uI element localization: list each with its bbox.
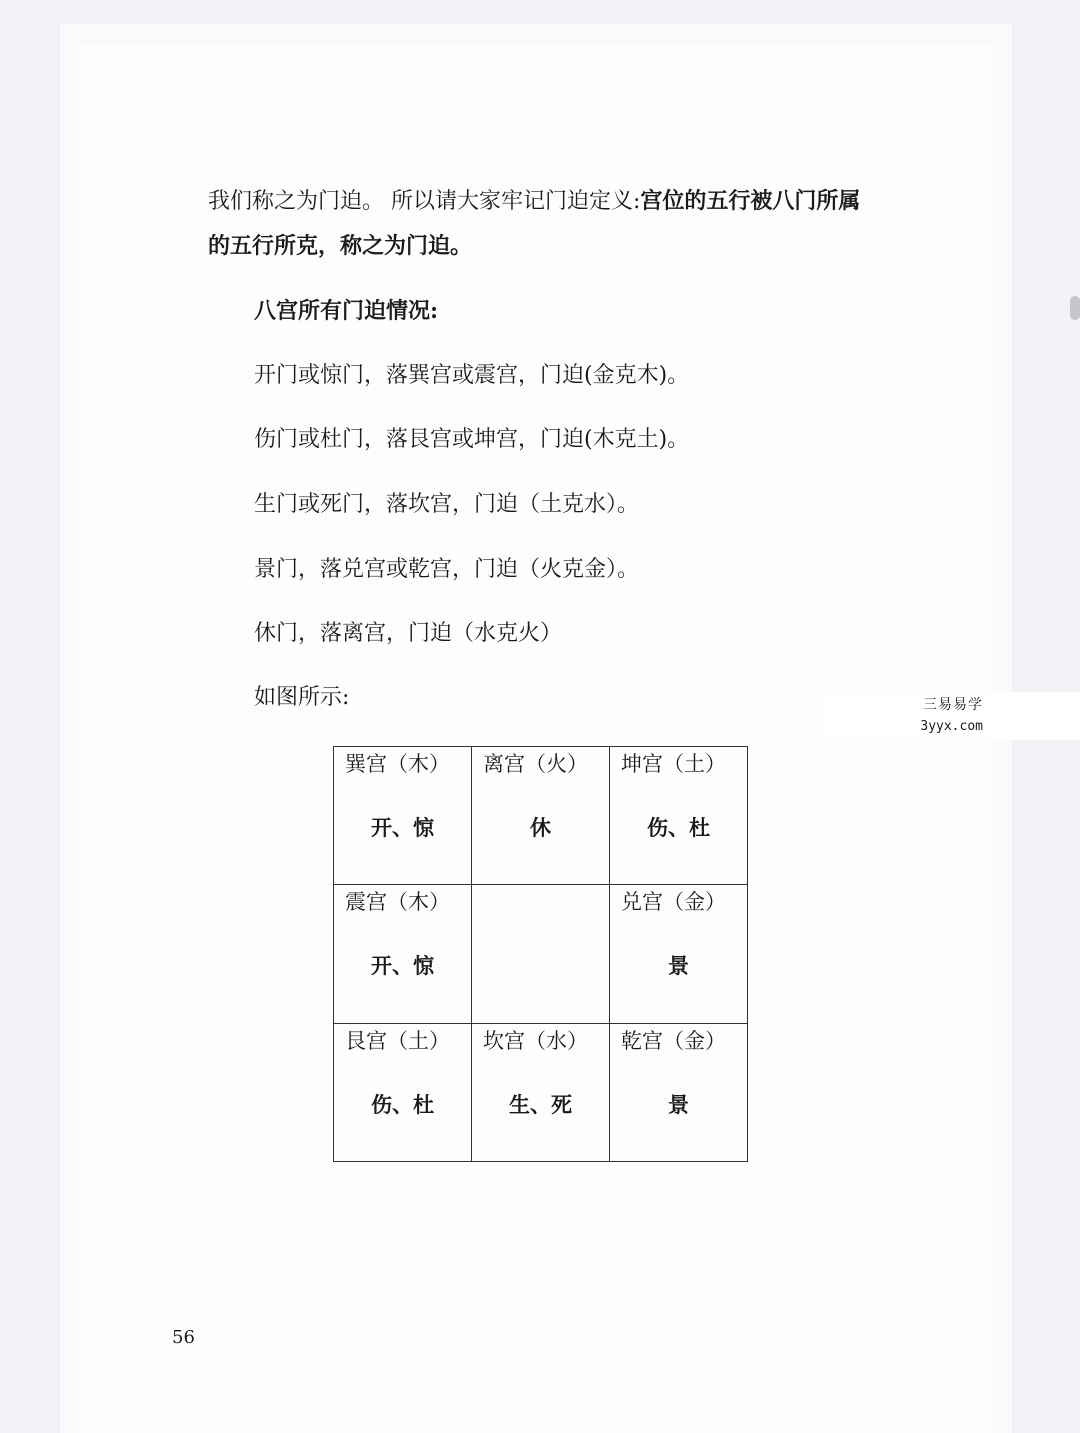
palace-doors: 开、惊 [371, 953, 434, 979]
paragraph-line-1 [208, 186, 860, 217]
watermark-name: 三易易学 [923, 697, 983, 713]
watermark-box [825, 692, 1080, 740]
palace-name: 坤宫（土） [621, 752, 726, 776]
grid-cell-gen [334, 1023, 472, 1161]
section-heading: 八宫所有门迫情况: [254, 298, 439, 324]
list-item: 开门或惊门，落巽宫或震宫，门迫(金克木)。 [254, 363, 690, 388]
palace-doors: 伤、杜 [647, 815, 710, 840]
table-row [334, 885, 748, 1023]
palace-doors: 休 [530, 815, 551, 840]
palace-name: 离宫（火） [483, 752, 588, 776]
scrollbar-thumb[interactable] [1070, 296, 1080, 320]
definition-bold-text: 宫位的五行被八门所属 [640, 188, 861, 214]
grid-cell-zhen [334, 885, 472, 1023]
grid-cell-qian [610, 1023, 748, 1161]
palace-doors: 景 [668, 1091, 689, 1117]
palace-doors: 伤、杜 [371, 1091, 434, 1117]
list-item: 生门或死门，落坎宫，门迫（土克水）。 [254, 492, 640, 517]
palace-doors: 开、惊 [371, 815, 434, 840]
grid-cell-xun [334, 747, 472, 885]
grid-cell-dui [610, 885, 748, 1023]
paragraph-normal-text: 我们称之为门迫。 所以请大家牢记门迫定义: [208, 189, 641, 214]
watermark-url: 3yyx.com [920, 719, 983, 734]
table-row [334, 747, 748, 885]
palace-name: 兑宫（金） [621, 890, 726, 915]
palace-name: 坎宫（水） [483, 1028, 588, 1053]
figure-caption: 如图所示: [254, 685, 350, 710]
palace-name: 乾宫（金） [621, 1028, 726, 1053]
grid-cell-kan [472, 1023, 610, 1161]
palace-doors: 景 [668, 953, 689, 979]
grid-cell-li [472, 747, 610, 885]
palace-name: 艮宫（土） [345, 1028, 450, 1053]
list-item: 伤门或杜门，落艮宫或坤宫，门迫(木克土)。 [254, 427, 690, 452]
palace-grid-table [333, 746, 748, 1162]
page-number: 56 [172, 1327, 195, 1348]
list-item: 休门，落离宫，门迫（水克火） [254, 621, 563, 646]
palace-doors: 生、死 [509, 1091, 572, 1117]
grid-cell-center [472, 885, 610, 1023]
list-item: 景门，落兑宫或乾宫，门迫（火克金）。 [254, 557, 640, 582]
table-row [334, 1023, 748, 1161]
palace-name: 巽宫（木） [345, 752, 450, 776]
palace-name: 震宫（木） [345, 890, 450, 915]
paragraph-line-2: 的五行所克，称之为门迫。 [208, 233, 473, 259]
grid-cell-kun [610, 747, 748, 885]
